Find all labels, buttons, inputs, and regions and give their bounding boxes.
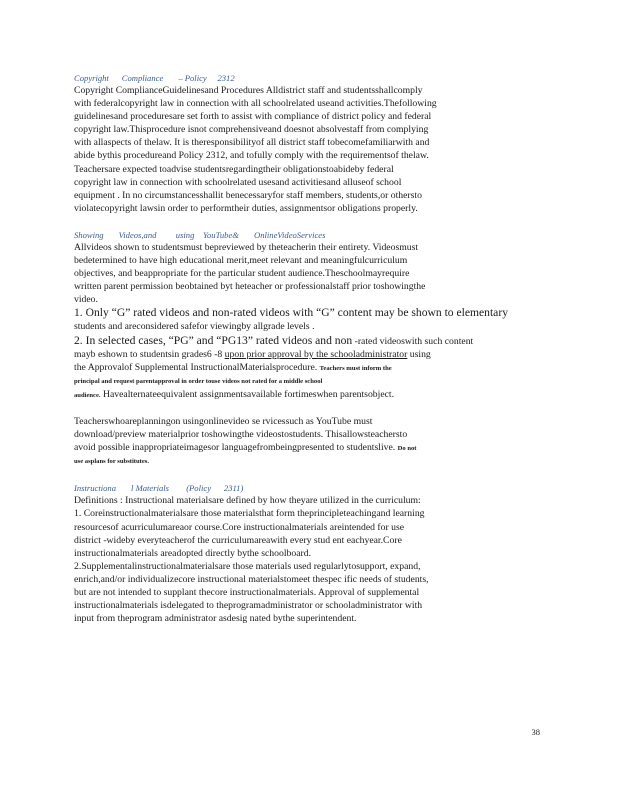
text-line: download/preview materialprior toshowingthe videostostudents. Thisallowsteachersto [74,429,408,441]
page-number: 38 [531,727,540,737]
text-line: but are not intended to supplant thecore instructionalmaterials. Approval of supplemental [74,587,420,598]
text-line: equipment . In no circumstancesshallit benecessaryfor staff members, students,or othersto [74,189,422,201]
copyright-body [74,84,534,215]
text-line: bedetermined to have high educational merit,meet relevant and meaningfulcurriculum [74,255,408,267]
videos-body [74,241,534,468]
text-line: enrich,and/or individualizecore instructional materialstomeet thespec ific needs of students, [74,573,429,585]
text-line: written parent permission beobtained byt heteacher or professionalstaff prior toshowingthe [74,281,426,293]
text-span: the Approvalof Supplemental InstructionalMaterialsprocedure. [74,361,320,373]
text-line [74,348,534,361]
text-span: using [407,348,431,360]
text-line: instructionalmaterials areadopted directly bythe schoolboard. [74,547,311,559]
text-span: Havealternateequivalent assignmentsavailable fortimeswhen parentsobject. [100,388,395,400]
bold-text: Teachers must inform the [319,364,392,372]
instructional-body [74,494,534,625]
text-line: Teacherswhoareplanningon usingonlinevideo se rvicessuch as YouTube must [74,415,373,427]
text-line: Allvideos shown to studentsmust bepreviewed by theteacherin their entirety. Videosmust [74,241,419,253]
text-line: resourcesof acurriculumareaor course.Core instructionalmaterials areintended for use [74,521,405,533]
text-line [74,361,534,375]
text-line: violatecopyright lawsin order to performtheir duties, assignmentsor obligations properly. [74,202,418,214]
text-span: mayb eshown to studentsin grades6 -8 [74,348,225,360]
text-line: Definitions : Instructional materialsare defined by how theyare utilized in the curriculum: [74,495,421,507]
rule-1: 1. Only “G” rated videos and non-rated videos with “G” content may be shown to elementary [74,306,508,320]
text-line: copyright law.Thisprocedure isnot comprehensiveand doesnot absolvestaff from complying [74,124,429,136]
text-line: with federalcopyright law in connection with all schoolrelated useand activities.Thefollowing [74,98,437,110]
document-page [74,72,534,625]
bold-text: audience. [74,391,101,399]
text-line: Copyright ComplianceGuidelinesand Procedures Alldistrict staff and studentsshallcomply [74,85,423,96]
rule-2-rest: -rated videoswith such content [352,335,474,347]
videos-heading: Showing Videos,and using YouTube& OnlineVideoServices [74,229,326,240]
copyright-heading: Copyright Compliance – Policy 2312 [74,73,235,83]
text-span: avoid possible inappropriateimagesor languagefrombeingpresented to studentslive. [74,442,398,454]
text-line: guidelinesand proceduresare set forth to assist with compliance of district policy and federal [74,111,432,123]
text-line [74,388,534,402]
bold-line: use asplans for substitutes. [74,458,149,466]
underlined-approval: upon prior approval by the schooladministrator [224,348,408,360]
text-line: instructionalmaterials isdelegated to theprogramadministrator or schooladministrator with [74,600,423,612]
text-line [74,441,534,455]
bold-line: principal and request parentapproval in order touse videos not rated for a middle school [74,377,323,385]
rule-2 [74,334,534,348]
rule-2-lead: 2. In selected cases, “PG” and “PG13” rated videos and non [74,333,353,347]
text-line: video. [74,294,98,306]
text-line: Teachersare expected toadvise studentsregardingtheir obligationstoabideby federal [74,163,394,175]
text-line: objectives, and beappropriate for the particular student audience.Theschoolmayrequire [74,268,410,280]
text-line: with allaspects of thelaw. It is theresponsibilityof all district staff tobecomefamiliarwith and [74,137,430,149]
text-line: 2.Supplementalinstructionalmaterialsare those materials used regularlytosupport, expand, [74,560,421,572]
rule-1-tail: students and areconsidered safefor viewingby allgrade levels . [74,321,315,333]
text-line: district -wideby everyteacherof the curriculumareawith every stud ent eachyear.Core [74,534,402,546]
bold-text: Do not [397,445,417,453]
instructional-heading: Instructiona l Materials (Policy 2311) [74,483,244,494]
text-line: 1. Coreinstructionalmaterialsare those materialsthat form theprincipleteachingand learning [74,508,425,520]
text-line: copyright law in connection with schoolrelated usesand activitiesand alluseof school [74,176,402,188]
text-line: input from theprogram administrator asdesig nated bythe superintendent. [74,613,357,625]
text-line: abide bythis procedureand Policy 2312, and tofully comply with the requirementsof thelaw. [74,150,429,162]
